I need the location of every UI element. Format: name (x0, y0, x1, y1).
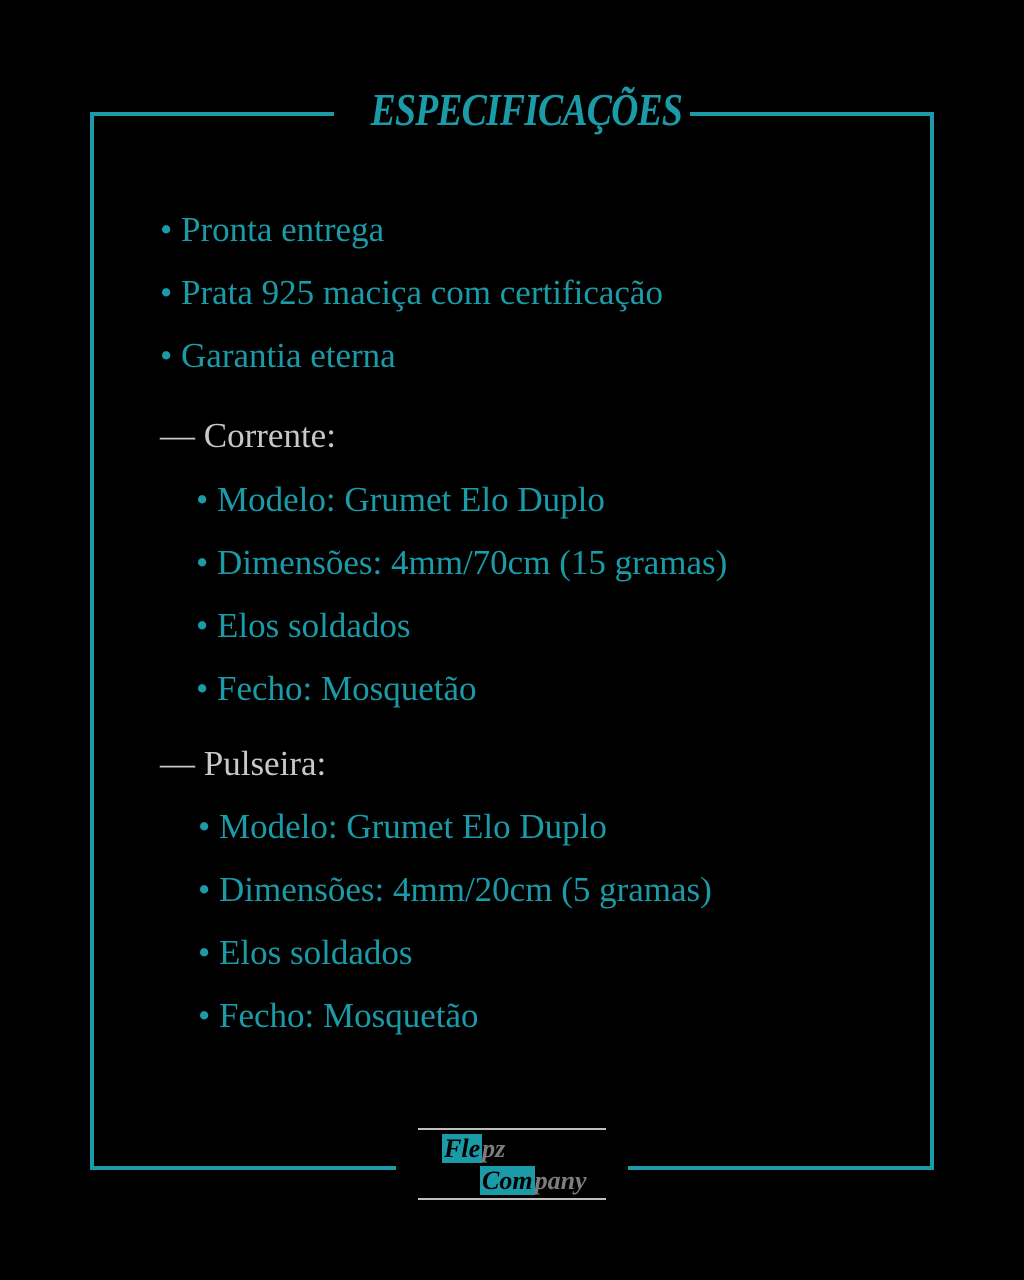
frame-bottom-right (628, 1166, 934, 1170)
list-item: • Modelo: Grumet Elo Duplo (196, 480, 605, 519)
list-item: • Garantia eterna (160, 336, 396, 375)
list-item: • Pronta entrega (160, 210, 385, 249)
logo-text-2b: pany (534, 1166, 587, 1195)
list-item: • Dimensões: 4mm/70cm (15 gramas) (196, 543, 728, 582)
logo-text-1a: Fle (444, 1134, 481, 1163)
logo-rule-bottom (418, 1198, 606, 1200)
list-item: • Fecho: Mosquetão (196, 669, 477, 708)
brand-logo (418, 1128, 606, 1202)
list-item: • Dimensões: 4mm/20cm (5 gramas) (198, 870, 712, 909)
section-heading-pulseira: — Pulseira: (160, 744, 327, 783)
list-item: • Fecho: Mosquetão (198, 996, 479, 1035)
frame-left (90, 112, 94, 1170)
list-item: • Elos soldados (198, 933, 413, 972)
frame-bottom-left (90, 1166, 396, 1170)
logo-text-1b: pz (482, 1134, 506, 1163)
frame-top-left (90, 112, 334, 116)
frame-right (930, 112, 934, 1170)
frame-top-right (690, 112, 934, 116)
list-item: • Prata 925 maciça com certificação (160, 273, 663, 312)
section-heading-corrente: — Corrente: (160, 416, 336, 455)
logo-line-1 (442, 1134, 505, 1164)
logo-rule-top (418, 1128, 606, 1130)
list-item: • Modelo: Grumet Elo Duplo (198, 807, 607, 846)
logo-line-2 (480, 1166, 587, 1196)
logo-text-2a: Com (482, 1166, 533, 1195)
list-item: • Elos soldados (196, 606, 411, 645)
page-title: ESPECIFICAÇÕES (370, 84, 682, 135)
